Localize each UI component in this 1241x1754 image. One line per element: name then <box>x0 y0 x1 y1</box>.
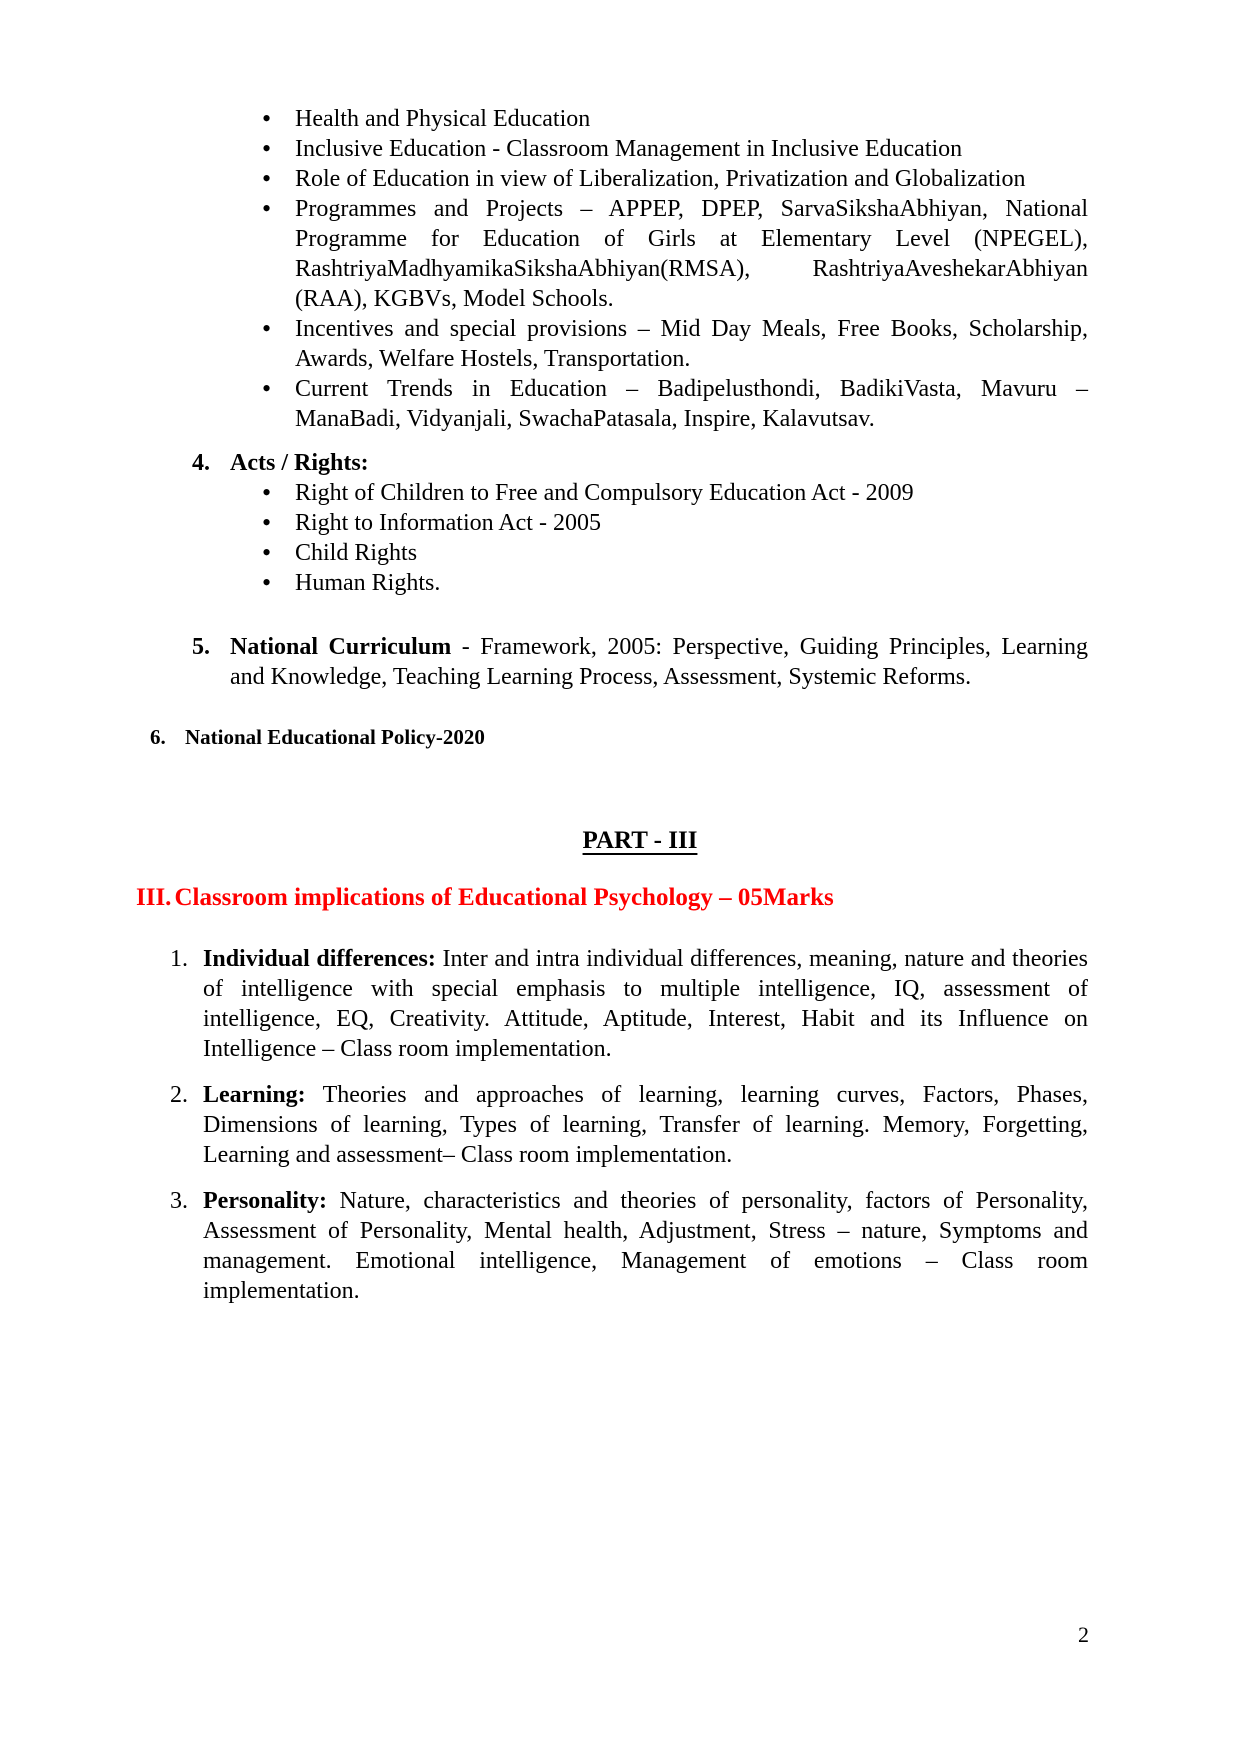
section-lead: National Curriculum <box>230 634 452 660</box>
bullet-item: • Child Rights <box>295 538 1088 568</box>
item-lead: Individual differences: <box>203 946 436 972</box>
bullet-item: • Right to Information Act - 2005 <box>295 508 1088 538</box>
section-title: National Educational Policy-2020 <box>185 725 485 749</box>
bullet-item: • Health and Physical Education <box>295 104 1088 134</box>
item-number: 1. <box>170 946 188 972</box>
heading-numeral: III. <box>136 884 172 911</box>
psych-item-individual-differences <box>170 944 1088 1064</box>
item-number: 2. <box>170 1082 188 1108</box>
item-lead: Learning: <box>203 1082 306 1108</box>
bullet-item: • Human Rights. <box>295 568 1088 598</box>
item-text: Inter and intra individual differences, meaning, nature and theories of intelligence with special emphasis to multiple intelligence, IQ, assessment of intelligence, EQ, Creativity. Attitude, Aptitude, Interest, Habit and its Influence on Intelligence – Class room implementation. <box>203 946 1088 1062</box>
section-6-heading <box>150 724 1241 750</box>
page-content <box>0 104 1241 1306</box>
classroom-implications-heading <box>136 883 1241 913</box>
item-text: Theories and approaches of learning, learning curves, Factors, Phases, Dimensions of learning, Types of learning, Transfer of learning. Memory, Forgetting, Learning and assessment– Class room implementation. <box>203 1082 1088 1168</box>
part-iii-heading-text: PART - III <box>582 827 698 854</box>
bullet-item: • Inclusive Education - Classroom Management in Inclusive Education <box>295 134 1088 164</box>
psych-item-learning <box>170 1080 1088 1170</box>
item-text: Nature, characteristics and theories of personality, factors of Personality, Assessment of Personality, Mental health, Adjustment, Stress – nature, Symptoms and management. Emotional intelligence, Management of emotions – Class room implementation. <box>203 1188 1088 1304</box>
page-number: 2 <box>1078 1622 1089 1647</box>
section-4-heading <box>192 448 1241 478</box>
item-lead: Personality: <box>203 1188 327 1214</box>
top-bullet-list <box>0 104 1088 434</box>
part-iii-heading <box>0 826 1184 856</box>
psych-item-personality <box>170 1186 1088 1306</box>
section-title: Acts / Rights: <box>230 450 369 476</box>
bullet-item: • Current Trends in Education – Badipelusthondi, BadikiVasta, Mavuru – ManaBadi, Vidyanjali, SwachaPatasala, Inspire, Kalavutsav. <box>295 374 1088 434</box>
bullet-item: • Right of Children to Free and Compulsory Education Act - 2009 <box>295 478 1088 508</box>
bullet-item: • Programmes and Projects – APPEP, DPEP, SarvaSikshaAbhiyan, National Programme for Education of Girls at Elementary Level (NPEGEL), RashtriyaMadhyamikaSikshaAbhiyan(RMSA), RashtriyaAveshekarAbhiyan (RAA), KGBVs, Model Schools. <box>295 194 1088 314</box>
section-5-paragraph <box>192 632 1088 692</box>
section-number: 4. <box>192 450 210 476</box>
section-number: 5. <box>192 634 210 660</box>
bullet-item: • Role of Education in view of Liberalization, Privatization and Globalization <box>295 164 1088 194</box>
section-number: 6. <box>150 725 166 749</box>
bullet-item: • Incentives and special provisions – Mid Day Meals, Free Books, Scholarship, Awards, Welfare Hostels, Transportation. <box>295 314 1088 374</box>
item-number: 3. <box>170 1188 188 1214</box>
heading-text: Classroom implications of Educational Psychology – 05Marks <box>174 884 834 911</box>
section-text: - Framework, 2005: Perspective, Guiding Principles, Learning and Knowledge, Teaching Learning Process, Assessment, Systemic Reforms. <box>230 634 1088 690</box>
acts-rights-bullet-list <box>0 478 1088 598</box>
